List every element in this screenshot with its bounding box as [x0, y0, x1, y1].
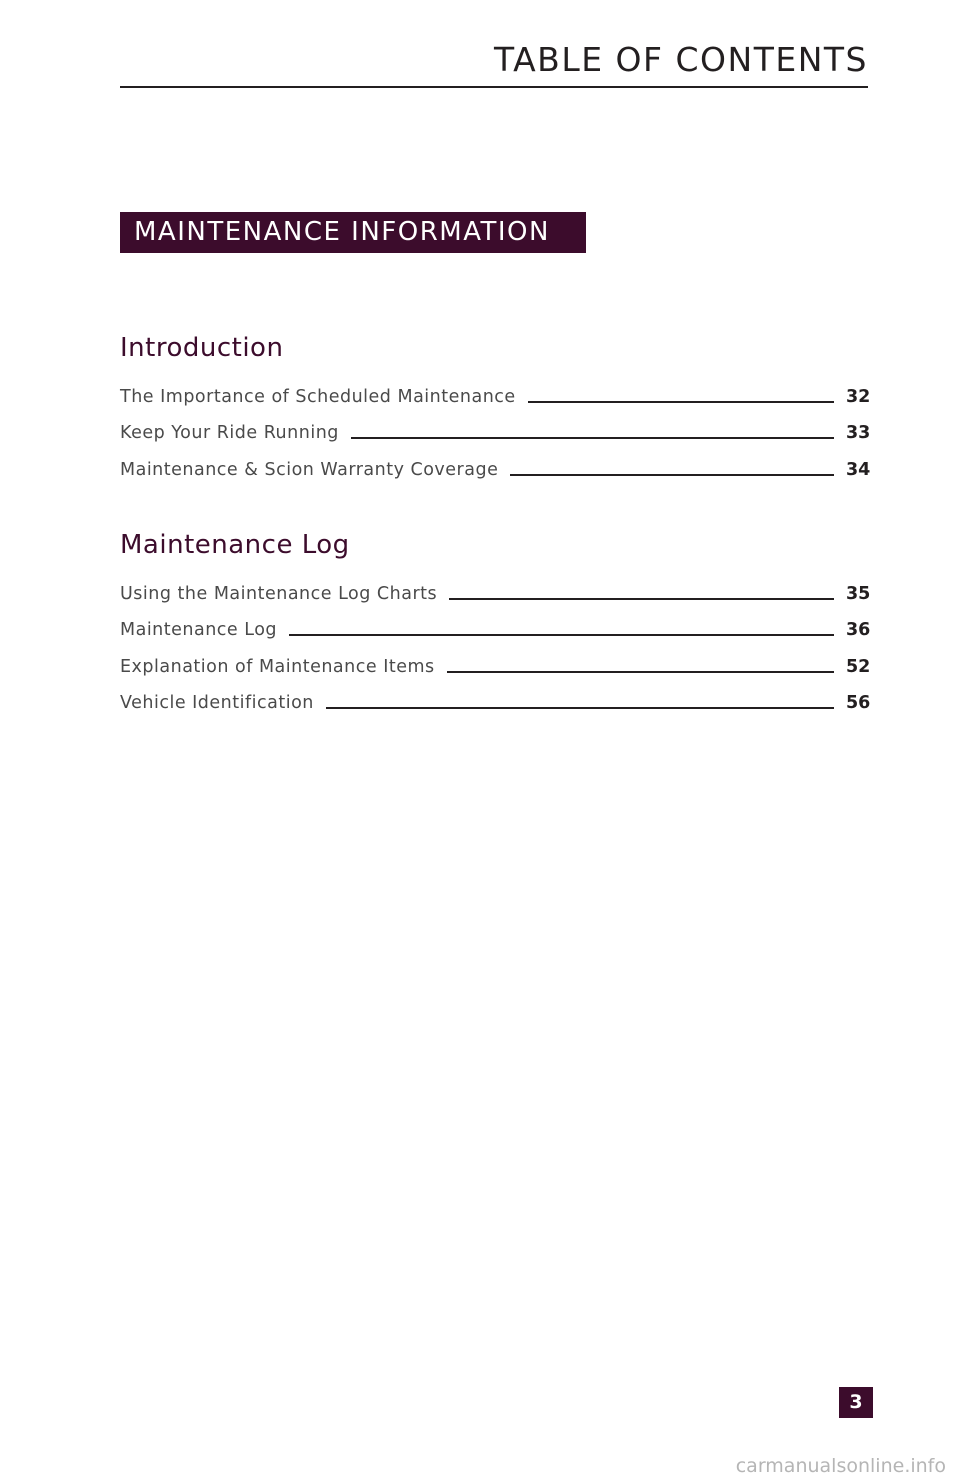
watermark-text: carmanualsonline.info — [735, 1455, 946, 1477]
toc-group-maintenance-log — [120, 526, 871, 714]
toc-leader-line — [528, 401, 834, 403]
toc-entry-label: Explanation of Maintenance Items — [120, 656, 435, 677]
toc-leader-line — [289, 634, 834, 636]
toc-leader-line — [351, 437, 834, 439]
toc-entry[interactable] — [120, 678, 871, 715]
toc-group-introduction — [120, 329, 871, 481]
toc-entry-page: 32 — [846, 386, 871, 407]
toc-leader-line — [447, 671, 834, 673]
header-rule — [120, 86, 868, 88]
page-header-title: TABLE OF CONTENTS — [494, 40, 868, 79]
group-title: Maintenance Log — [120, 530, 350, 560]
toc-entry-label: Maintenance Log — [120, 620, 278, 640]
toc-entry[interactable] — [120, 444, 871, 481]
toc-entry-page: 36 — [846, 620, 871, 640]
toc-entry-page: 35 — [846, 583, 871, 604]
toc-entry-label: Keep Your Ride Running — [120, 423, 339, 443]
toc-entry-page: 34 — [846, 459, 871, 480]
toc-entry-page: 33 — [846, 423, 871, 443]
toc-entry-page: 52 — [846, 656, 871, 677]
section-banner: MAINTENANCE INFORMATION — [120, 212, 586, 253]
toc-entry[interactable] — [120, 605, 871, 642]
toc-leader-line — [449, 598, 834, 600]
toc-entry-label: Vehicle Identification — [120, 693, 314, 713]
toc-entry[interactable] — [120, 408, 871, 445]
toc-entry-label: Using the Maintenance Log Charts — [120, 583, 438, 604]
toc-entry-label: Maintenance & Scion Warranty Coverage — [120, 459, 499, 480]
toc-entry[interactable] — [120, 371, 871, 408]
toc-leader-line — [510, 474, 834, 476]
toc-entry-label: The Importance of Scheduled Maintenance — [120, 386, 516, 407]
toc-entry[interactable] — [120, 641, 871, 678]
page-number-badge: 3 — [839, 1387, 873, 1418]
group-title: Introduction — [120, 333, 284, 363]
toc-entry[interactable] — [120, 568, 871, 605]
toc-entry-page: 56 — [846, 693, 871, 713]
toc-leader-line — [326, 707, 834, 709]
